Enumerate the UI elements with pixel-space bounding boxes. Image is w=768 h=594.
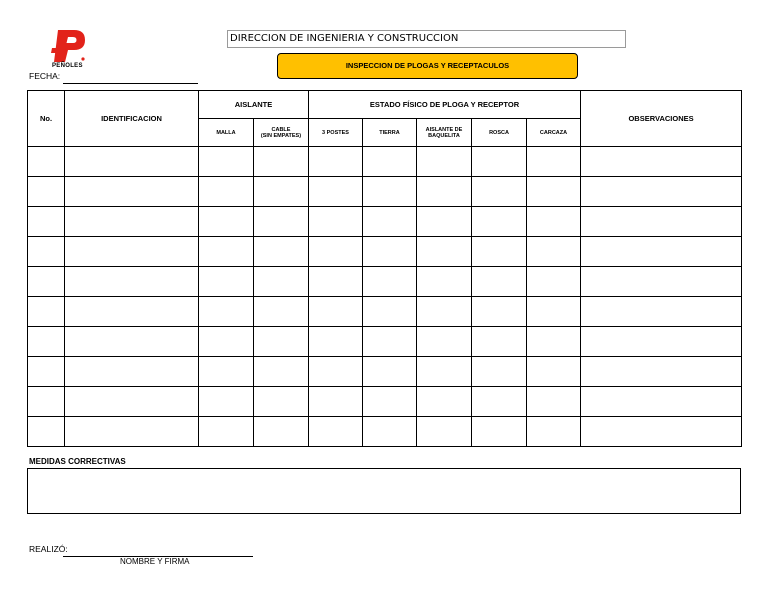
- nombre-firma-label: NOMBRE Y FIRMA: [120, 557, 190, 566]
- cell-no[interactable]: [28, 177, 65, 207]
- cell-rosca[interactable]: [472, 327, 527, 357]
- header-rosca: ROSCA: [472, 119, 527, 147]
- cell-observaciones[interactable]: [581, 327, 742, 357]
- cell-3-postes[interactable]: [309, 177, 363, 207]
- cell-no[interactable]: [28, 237, 65, 267]
- cell-aislante-baquelita[interactable]: [417, 417, 472, 447]
- cell-malla[interactable]: [199, 417, 254, 447]
- cell-malla[interactable]: [199, 387, 254, 417]
- cell-cable[interactable]: [254, 237, 309, 267]
- cell-3-postes[interactable]: [309, 357, 363, 387]
- cell-3-postes[interactable]: [309, 297, 363, 327]
- cell-no[interactable]: [28, 267, 65, 297]
- cell-observaciones[interactable]: [581, 207, 742, 237]
- cell-cable[interactable]: [254, 417, 309, 447]
- cell-malla[interactable]: [199, 357, 254, 387]
- cell-observaciones[interactable]: [581, 267, 742, 297]
- cell-identificacion[interactable]: [65, 237, 199, 267]
- cell-observaciones[interactable]: [581, 387, 742, 417]
- header-aislante: AISLANTE: [199, 91, 309, 119]
- realizo-label: REALIZÓ:: [29, 544, 68, 554]
- cell-tierra[interactable]: [363, 267, 417, 297]
- table-row: [28, 207, 742, 237]
- cell-3-postes[interactable]: [309, 417, 363, 447]
- cell-tierra[interactable]: [363, 297, 417, 327]
- cell-3-postes[interactable]: [309, 207, 363, 237]
- department-title: DIRECCION DE INGENIERIA Y CONSTRUCCION: [227, 30, 626, 48]
- cell-malla[interactable]: [199, 237, 254, 267]
- cell-aislante-baquelita[interactable]: [417, 177, 472, 207]
- cell-cable[interactable]: [254, 147, 309, 177]
- cell-cable[interactable]: [254, 177, 309, 207]
- cell-identificacion[interactable]: [65, 327, 199, 357]
- header-aislante-line1: AISLANTE DE: [425, 126, 463, 133]
- cell-observaciones[interactable]: [581, 357, 742, 387]
- cell-observaciones[interactable]: [581, 417, 742, 447]
- header-estado-fisico: ESTADO FÍSICO DE PLOGA Y RECEPTOR: [309, 91, 581, 119]
- table-row: [28, 357, 742, 387]
- header-identificacion: IDENTIFICACION: [65, 91, 199, 147]
- cell-carcaza[interactable]: [527, 207, 581, 237]
- cell-rosca[interactable]: [472, 267, 527, 297]
- cell-aislante-baquelita[interactable]: [417, 207, 472, 237]
- cell-malla[interactable]: [199, 297, 254, 327]
- cell-no[interactable]: [28, 207, 65, 237]
- cell-identificacion[interactable]: [65, 417, 199, 447]
- header-aislante-baquelita: [417, 119, 472, 147]
- cell-tierra[interactable]: [363, 357, 417, 387]
- cell-observaciones[interactable]: [581, 297, 742, 327]
- cell-cable[interactable]: [254, 387, 309, 417]
- cell-cable[interactable]: [254, 357, 309, 387]
- cell-rosca[interactable]: [472, 237, 527, 267]
- header-cable-line2: (SIN EMPATES): [260, 132, 302, 139]
- cell-3-postes[interactable]: [309, 267, 363, 297]
- header-3-postes: 3 POSTES: [309, 119, 363, 147]
- cell-no[interactable]: [28, 327, 65, 357]
- table-row: [28, 417, 742, 447]
- cell-cable[interactable]: [254, 327, 309, 357]
- cell-rosca[interactable]: [472, 417, 527, 447]
- cell-observaciones[interactable]: [581, 177, 742, 207]
- cell-identificacion[interactable]: [65, 147, 199, 177]
- cell-no[interactable]: [28, 147, 65, 177]
- cell-aislante-baquelita[interactable]: [417, 327, 472, 357]
- cell-observaciones[interactable]: [581, 147, 742, 177]
- fecha-label: FECHA:: [29, 71, 61, 81]
- penoles-logo-icon: [48, 26, 88, 66]
- inspection-table: [27, 90, 742, 447]
- cell-3-postes[interactable]: [309, 237, 363, 267]
- cell-observaciones[interactable]: [581, 237, 742, 267]
- cell-carcaza[interactable]: [527, 177, 581, 207]
- cell-3-postes[interactable]: [309, 327, 363, 357]
- cell-tierra[interactable]: [363, 177, 417, 207]
- cell-identificacion[interactable]: [65, 357, 199, 387]
- cell-carcaza[interactable]: [527, 387, 581, 417]
- table-row: [28, 387, 742, 417]
- cell-identificacion[interactable]: [65, 177, 199, 207]
- cell-identificacion[interactable]: [65, 297, 199, 327]
- cell-carcaza[interactable]: [527, 357, 581, 387]
- table-row: [28, 147, 742, 177]
- cell-rosca[interactable]: [472, 387, 527, 417]
- cell-malla[interactable]: [199, 267, 254, 297]
- table-row: [28, 177, 742, 207]
- cell-3-postes[interactable]: [309, 387, 363, 417]
- cell-no[interactable]: [28, 417, 65, 447]
- cell-carcaza[interactable]: [527, 297, 581, 327]
- table-row: [28, 297, 742, 327]
- cell-identificacion[interactable]: [65, 267, 199, 297]
- header-carcaza: CARCAZA: [527, 119, 581, 147]
- cell-malla[interactable]: [199, 147, 254, 177]
- header-no: No.: [28, 91, 65, 147]
- cell-no[interactable]: [28, 297, 65, 327]
- header-cable: [254, 119, 309, 147]
- cell-tierra[interactable]: [363, 387, 417, 417]
- brand-name: PEÑOLES: [52, 63, 83, 69]
- header-cable-line1: CABLE: [271, 126, 291, 133]
- header-observaciones: OBSERVACIONES: [581, 91, 742, 147]
- cell-cable[interactable]: [254, 267, 309, 297]
- form-title: INSPECCION DE PLOGAS Y RECEPTACULOS: [277, 53, 578, 79]
- fecha-field[interactable]: [63, 83, 198, 84]
- header-aislante-line2: BAQUELITA: [428, 132, 460, 139]
- cell-carcaza[interactable]: [527, 237, 581, 267]
- cell-tierra[interactable]: [363, 327, 417, 357]
- cell-malla[interactable]: [199, 327, 254, 357]
- cell-no[interactable]: [28, 357, 65, 387]
- cell-malla[interactable]: [199, 177, 254, 207]
- medidas-correctivas-field[interactable]: [27, 468, 741, 514]
- cell-cable[interactable]: [254, 207, 309, 237]
- cell-tierra[interactable]: [363, 207, 417, 237]
- cell-3-postes[interactable]: [309, 147, 363, 177]
- cell-identificacion[interactable]: [65, 387, 199, 417]
- cell-aislante-baquelita[interactable]: [417, 237, 472, 267]
- table-row: [28, 237, 742, 267]
- table-body: [28, 147, 742, 447]
- cell-cable[interactable]: [254, 297, 309, 327]
- cell-malla[interactable]: [199, 207, 254, 237]
- cell-rosca[interactable]: [472, 207, 527, 237]
- header-tierra: TIERRA: [363, 119, 417, 147]
- cell-tierra[interactable]: [363, 147, 417, 177]
- cell-tierra[interactable]: [363, 237, 417, 267]
- cell-aislante-baquelita[interactable]: [417, 297, 472, 327]
- cell-carcaza[interactable]: [527, 417, 581, 447]
- cell-carcaza[interactable]: [527, 267, 581, 297]
- cell-aislante-baquelita[interactable]: [417, 387, 472, 417]
- table-row: [28, 267, 742, 297]
- medidas-correctivas-label: MEDIDAS CORRECTIVAS: [29, 457, 126, 466]
- cell-identificacion[interactable]: [65, 207, 199, 237]
- cell-rosca[interactable]: [472, 147, 527, 177]
- cell-tierra[interactable]: [363, 417, 417, 447]
- cell-aislante-baquelita[interactable]: [417, 147, 472, 177]
- cell-rosca[interactable]: [472, 297, 527, 327]
- cell-rosca[interactable]: [472, 177, 527, 207]
- header-malla: MALLA: [199, 119, 254, 147]
- table-row: [28, 327, 742, 357]
- cell-carcaza[interactable]: [527, 147, 581, 177]
- cell-aislante-baquelita[interactable]: [417, 267, 472, 297]
- cell-aislante-baquelita[interactable]: [417, 357, 472, 387]
- cell-no[interactable]: [28, 387, 65, 417]
- cell-rosca[interactable]: [472, 357, 527, 387]
- cell-carcaza[interactable]: [527, 327, 581, 357]
